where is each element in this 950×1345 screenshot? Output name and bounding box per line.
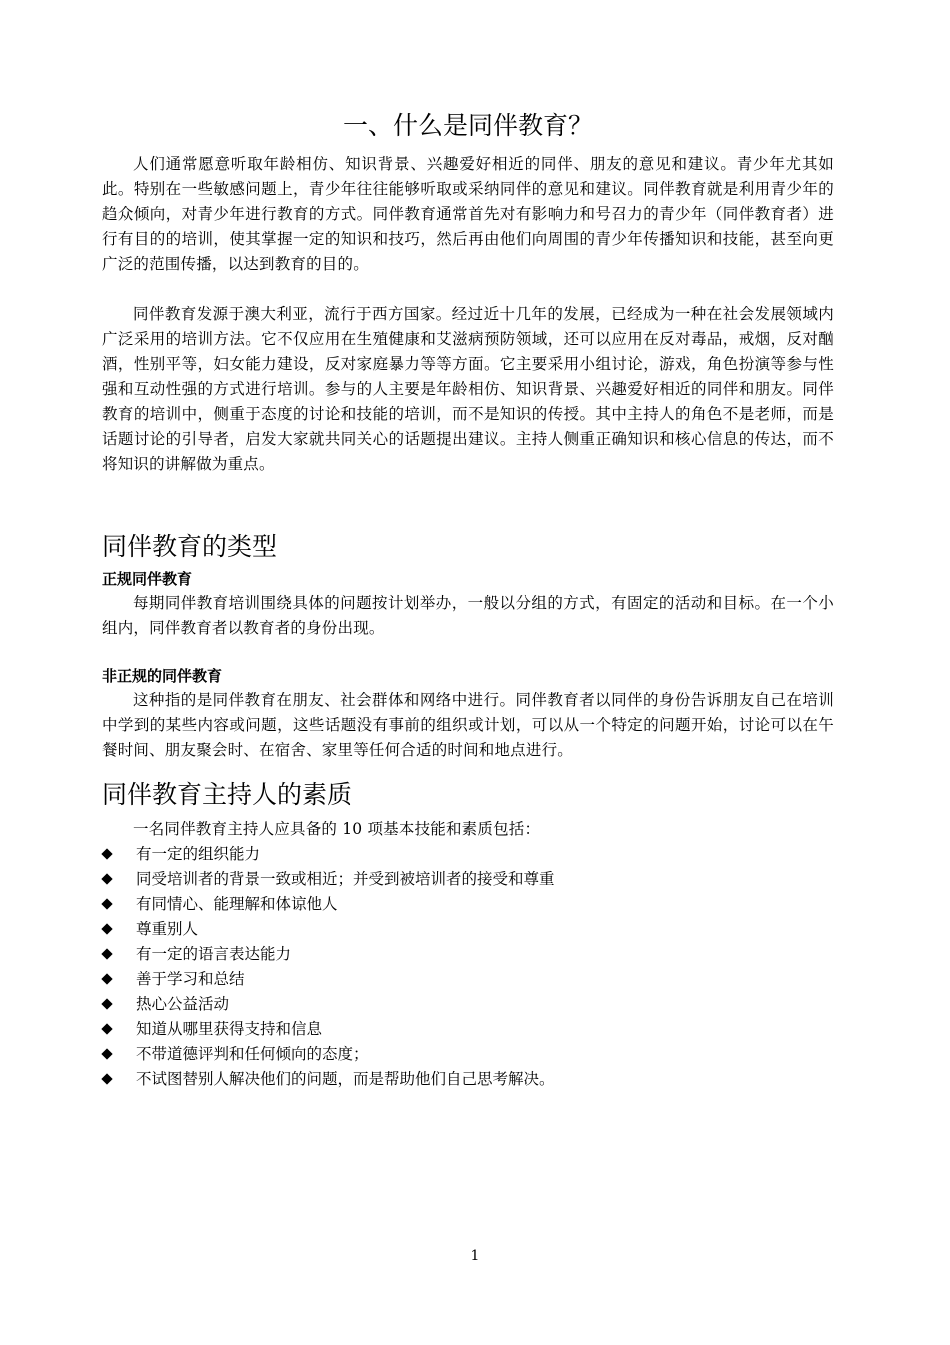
list-item	[102, 1042, 834, 1067]
list-item-text: 热心公益活动	[136, 995, 230, 1013]
list-item	[102, 917, 834, 942]
diamond-bullet-icon	[102, 1074, 113, 1085]
diamond-bullet-icon	[102, 899, 113, 910]
list-item	[102, 942, 834, 967]
list-item	[102, 1017, 834, 1042]
intro-paragraph-1: 人们通常愿意听取年龄相仿、知识背景、兴趣爱好相近的同伴、朋友的意见和建议。青少年尤其如此。特别在一些敏感问题上，青少年往往能够听取或采纳同伴的意见和建议。同伴教育就是利用青少年的趋众倾向，对青少年进行教育的方式。同伴教育通常首先对有影响力和号召力的青少年（同伴教育者）进行有目的的培训，使其掌握一定的知识和技巧，然后再由他们向周围的青少年传播知识和技能，甚至向更广泛的范围传播，以达到教育的目的。	[102, 155, 834, 273]
page-title: 一、什么是同伴教育？	[342, 111, 593, 140]
list-item-text: 有一定的组织能力	[136, 845, 261, 863]
subsection-spacer	[102, 641, 834, 664]
qualities-intro: 一名同伴教育主持人应具备的 10 项基本技能和素质包括：	[133, 820, 541, 838]
diamond-bullet-icon	[102, 924, 113, 935]
diamond-bullet-icon	[102, 874, 113, 885]
diamond-bullet-icon	[102, 1049, 113, 1060]
list-item	[102, 967, 834, 992]
diamond-bullet-icon	[102, 1024, 113, 1035]
diamond-bullet-icon	[102, 974, 113, 985]
list-item-text: 同受培训者的背景一致或相近；并受到被培训者的接受和尊重	[136, 870, 555, 888]
qualities-list	[102, 842, 834, 1092]
list-item-text: 有一定的语言表达能力	[136, 945, 292, 963]
list-item-text: 善于学习和总结	[136, 970, 245, 988]
qualities-section-heading: 同伴教育主持人的素质	[102, 780, 353, 809]
formal-subheading: 正规同伴教育	[102, 570, 193, 588]
informal-subheading: 非正规的同伴教育	[102, 667, 223, 685]
diamond-bullet-icon	[102, 999, 113, 1010]
diamond-bullet-icon	[102, 849, 113, 860]
formal-paragraph: 每期同伴教育培训围绕具体的问题按计划举办，一般以分组的方式，有固定的活动和目标。在一个小组内，同伴教育者以教育者的身份出现。	[102, 594, 834, 637]
list-item-text: 不试图替别人解决他们的问题，而是帮助他们自己思考解决。	[136, 1070, 555, 1088]
informal-paragraph: 这种指的是同伴教育在朋友、社会群体和网络中进行。同伴教育者以同伴的身份告诉朋友自己在培训中学到的某些内容或问题，这些话题没有事前的组织或计划，可以从一个特定的问题开始，讨论可以在午餐时间、朋友聚会时、在宿舍、家里等任何合适的时间和地点进行。	[102, 691, 834, 759]
list-item	[102, 892, 834, 917]
page-number: 1	[470, 1248, 480, 1264]
page-content	[102, 108, 834, 1092]
list-item-text: 不带道德评判和任何倾向的态度；	[136, 1045, 369, 1063]
list-item	[102, 842, 834, 867]
list-item	[102, 867, 834, 892]
list-item	[102, 992, 834, 1017]
paragraph-spacer	[102, 277, 834, 302]
list-item-text: 有同情心、能理解和体谅他人	[136, 895, 338, 913]
intro-paragraph-2: 同伴教育发源于澳大利亚，流行于西方国家。经过近十几年的发展，已经成为一种在社会发展领域内广泛采用的培训方法。它不仅应用在生殖健康和艾滋病预防领域，还可以应用在反对毒品，戒烟，反对酗酒，性别平等，妇女能力建设，反对家庭暴力等等方面。它主要采用小组讨论，游戏，角色扮演等参与性强和互动性强的方式进行培训。参与的人主要是年龄相仿、知识背景、兴趣爱好相近的同伴和朋友。同伴教育的培训中，侧重于态度的讨论和技能的培训，而不是知识的传授。其中主持人的角色不是老师，而是话题讨论的引导者，启发大家就共同关心的话题提出建议。主持人侧重正确知识和核心信息的传达，而不将知识的讲解做为重点。	[102, 305, 834, 473]
diamond-bullet-icon	[102, 949, 113, 960]
list-item-text: 知道从哪里获得支持和信息	[136, 1020, 323, 1038]
section-spacer	[102, 763, 834, 777]
list-item	[102, 1067, 834, 1092]
section-spacer	[102, 477, 834, 529]
types-section-heading: 同伴教育的类型	[102, 532, 278, 561]
list-item-text: 尊重别人	[136, 920, 199, 938]
